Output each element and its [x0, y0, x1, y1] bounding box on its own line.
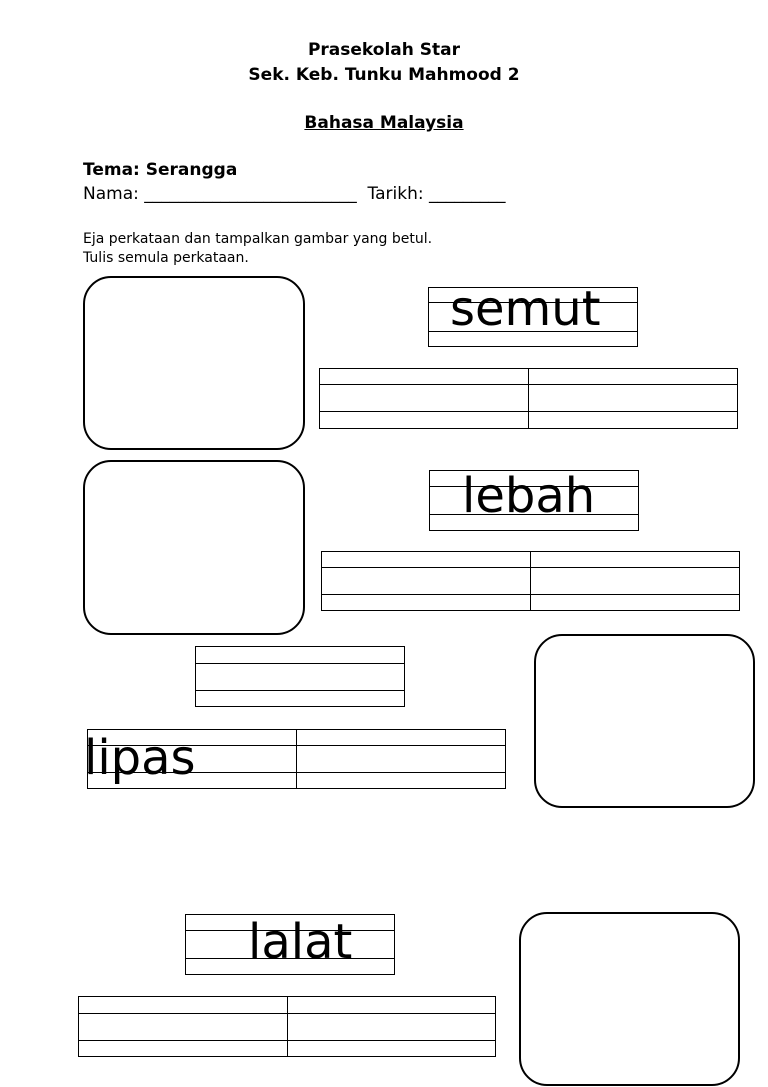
picture-box-semut[interactable]: [83, 276, 305, 450]
school-address: Sek. Keb. Tunku Mahmood 2: [248, 65, 520, 85]
name-date-line: Nama: _________________________ Tarikh: _________: [83, 184, 506, 204]
word-lalat: lalat: [248, 914, 353, 970]
subject-title-text: Bahasa Malaysia: [304, 113, 464, 133]
picture-box-lipas[interactable]: [534, 634, 755, 808]
writing-lines-semut[interactable]: [319, 368, 738, 429]
instruction-line-1: Eja perkataan dan tampalkan gambar yang betul.: [83, 231, 433, 247]
word-lipas: lipas: [84, 730, 196, 786]
picture-box-lebah[interactable]: [83, 460, 305, 635]
subject-title: [0, 113, 768, 133]
theme-label: Tema: Serangga: [83, 160, 238, 180]
word-lebah: lebah: [462, 468, 596, 524]
picture-box-lalat[interactable]: [519, 912, 740, 1086]
writing-lines-lalat[interactable]: [78, 996, 496, 1057]
instruction-line-2: Tulis semula perkataan.: [83, 250, 249, 266]
writing-lines-lebah[interactable]: [321, 551, 740, 611]
school-name: Prasekolah Star: [307, 40, 461, 60]
word-semut: semut: [450, 281, 601, 337]
word-lines-lipas-top: [195, 646, 405, 707]
